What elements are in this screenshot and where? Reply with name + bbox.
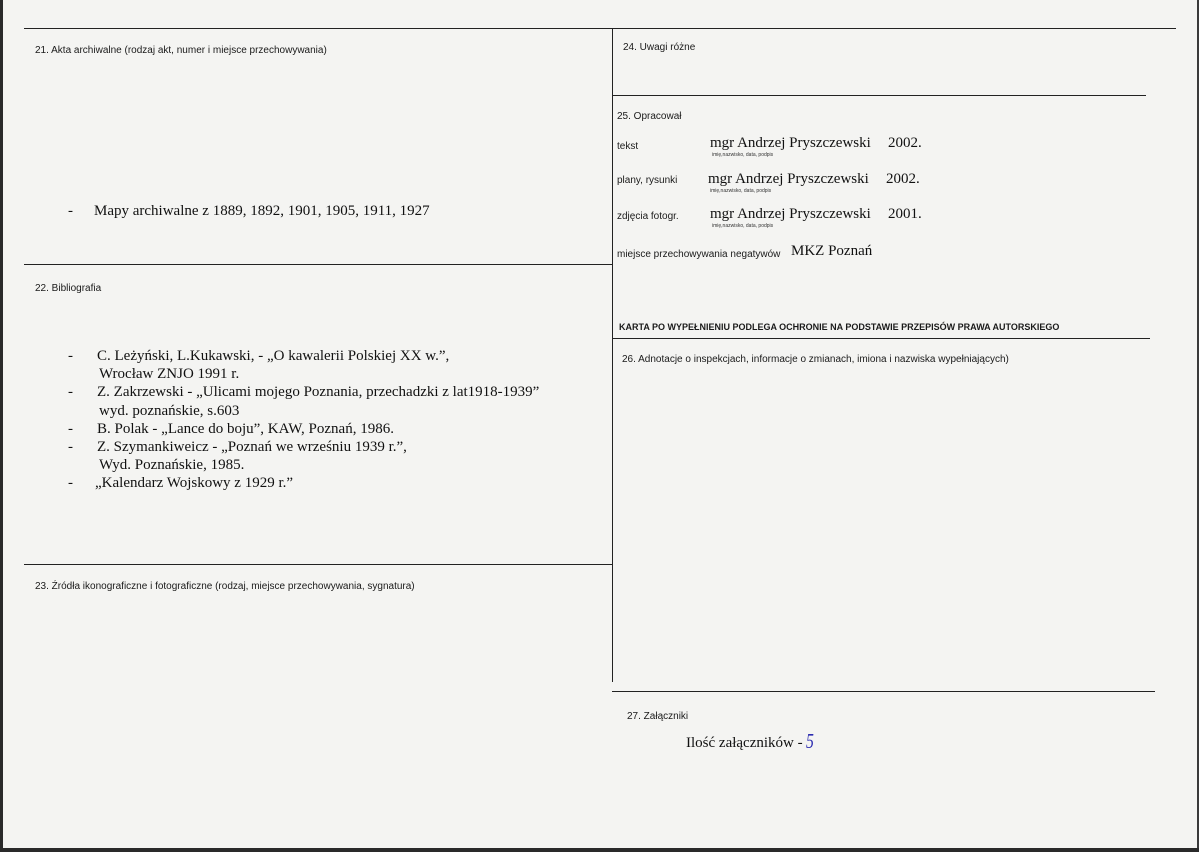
bibliography-line: Z. Szymankiweicz - „Poznań we wrześniu 1939 r.”,: [97, 439, 407, 456]
attachments-count-label: Ilość załączników -: [686, 735, 803, 751]
section-21-label: 21. Akta archiwalne (rodzaj akt, numer i miejsce przechowywania): [35, 45, 327, 56]
negatives-storage-value: MKZ Poznań: [791, 243, 873, 259]
divider-notice-26: [612, 338, 1150, 339]
bibliography-item: [68, 474, 539, 492]
scan-edge-left: [0, 0, 3, 852]
divider-21-22: [24, 264, 613, 265]
section-25-label: 25. Opracował: [617, 111, 682, 122]
bibliography-dash: -: [68, 348, 73, 364]
bibliography-item: [68, 438, 539, 474]
section-22-label: 22. Bibliografia: [35, 283, 102, 294]
scan-edge-bottom: [0, 848, 1199, 852]
credit-row-name: mgr Andrzej Pryszczewski: [710, 206, 871, 222]
bibliography-line: C. Leżyński, L.Kukawski, - „O kawalerii Polskiej XX w.”,: [97, 348, 450, 364]
credit-row-year: 2002.: [886, 171, 920, 187]
bibliography-line: Wyd. Poznańskie, 1985.: [99, 457, 245, 474]
credit-row-label: plany, rysunki: [617, 175, 678, 186]
credit-row-year: 2001.: [888, 206, 922, 222]
credit-row-caption: imię,nazwisko, data, podpis: [712, 223, 774, 229]
section-26-label: 26. Adnotacje o inspekcjach, informacje o zmianach, imiona i nazwiska wypełniających): [622, 354, 1009, 365]
credit-row-name: mgr Andrzej Pryszczewski: [708, 171, 869, 187]
bibliography-dash: -: [68, 439, 73, 456]
top-border-line: [24, 28, 1176, 29]
divider-24-25: [612, 95, 1146, 96]
bibliography-item: [68, 347, 539, 383]
bibliography-item: [68, 420, 539, 438]
credit-row-caption: imię,nazwisko, data, podpis: [710, 188, 772, 194]
bibliography-line: wyd. poznańskie, s.603: [99, 402, 240, 419]
bibliography-line: Z. Zakrzewski - „Ulicami mojego Poznania, przechadzki z lat1918-1939”: [97, 384, 540, 401]
section-27-label: 27. Załączniki: [627, 711, 689, 722]
section-23-label: 23. Źródła ikonograficzne i fotograficzne (rodzaj, miejsce przechowywania, sygnatura): [35, 581, 415, 592]
center-divider: [612, 28, 613, 682]
bibliography-line: „Kalendarz Wojskowy z 1929 r.”: [95, 475, 294, 492]
section-24-label: 24. Uwagi różne: [623, 42, 696, 53]
bibliography-list: [68, 347, 539, 493]
divider-22-23: [24, 564, 613, 565]
credit-row-name: mgr Andrzej Pryszczewski: [710, 135, 871, 151]
bibliography-dash: -: [68, 475, 73, 492]
negatives-storage-label: miejsce przechowywania negatywów: [617, 249, 781, 260]
bibliography-dash: -: [68, 420, 73, 437]
divider-26-27: [612, 691, 1155, 692]
credit-row-year: 2002.: [888, 135, 922, 151]
bibliography-item: [68, 383, 539, 419]
bibliography-line: B. Polak - „Lance do boju”, KAW, Poznań, 1986.: [97, 420, 394, 437]
section-21-content: Mapy archiwalne z 1889, 1892, 1901, 1905, 1911, 1927: [94, 203, 430, 219]
credit-row-label: tekst: [617, 141, 639, 152]
section-21-dash: -: [68, 203, 73, 219]
attachments-count-value: 5: [806, 729, 814, 753]
credit-row-label: zdjęcia fotogr.: [617, 211, 679, 222]
copyright-notice: KARTA PO WYPEŁNIENIU PODLEGA OCHRONIE NA PODSTAWIE PRZEPISÓW PRAWA AUTORSKIEGO: [619, 322, 1060, 332]
credit-row-caption: imię,nazwisko, data, podpis: [712, 152, 774, 158]
bibliography-line: Wrocław ZNJO 1991 r.: [99, 366, 240, 383]
bibliography-dash: -: [68, 384, 73, 401]
